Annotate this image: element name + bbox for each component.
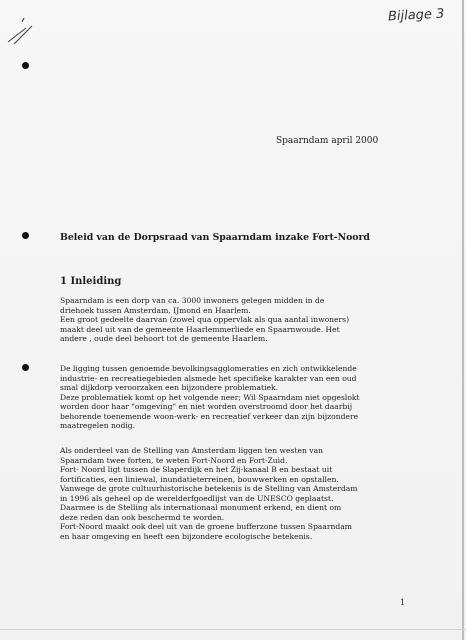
text-line: maakt deel uit van de gemeente Haarlemmerliede en Spaarnwoude. Het — [60, 324, 340, 334]
text-line: worden door haar "omgeving" en niet worden overstroomd door het daarbij — [60, 402, 353, 411]
text-line: industrie- en recreatiegebieden alsmede het specifieke karakter van een oud — [60, 373, 357, 383]
paragraph-3 — [60, 446, 420, 541]
text-line: maatregelen nodig. — [60, 421, 136, 430]
handwritten-mark-icon — [4, 14, 44, 54]
text-line: Spaarndam twee forten, te weten Fort-Noord en Fort-Zuid. — [60, 455, 288, 465]
text-line: fortificaties, een liniewal, inundatieterreinen, bouwwerken en opstallen. — [60, 474, 339, 484]
text-line: Een groot gedeelte daarvan (zowel qua oppervlak als qua aantal inwoners) — [60, 315, 350, 324]
section-heading: 1 Inleiding — [60, 276, 122, 287]
document-title: Beleid van de Dorpsraad van Spaarndam inzake Fort-Noord — [60, 232, 370, 243]
text-line: De ligging tussen genoemde bevolkingsagglomeraties en zich ontwikkelende — [60, 364, 357, 373]
punch-hole-top — [22, 62, 29, 69]
punch-hole-middle — [22, 232, 29, 239]
paragraph-1 — [60, 296, 420, 344]
handwritten-annotation: Bijlage 3 — [387, 6, 445, 25]
text-line: Spaarndam is een dorp van ca. 3000 inwoners gelegen midden in de — [60, 296, 325, 305]
punch-hole-lower — [22, 364, 29, 371]
text-line: Deze problematiek komt op het volgende neer; Wil Spaarndam niet opgeslokt — [60, 392, 360, 402]
text-line: behorende toenemende woon-werk- en recreatief verkeer dan zijn bijzondere — [60, 411, 359, 421]
text-line: en haar omgeving en heeft een bijzondere ecologische betekenis. — [60, 531, 313, 541]
document-date: Spaarndam april 2000 — [276, 136, 379, 146]
text-line: andere , oude deel behoort tot de gemeente Haarlem. — [60, 334, 268, 343]
text-line: deze reden dan ook beschermd te worden. — [60, 512, 225, 522]
text-line: in 1996 als geheel op de werelderfgoedlijst van de UNESCO geplaatst. — [60, 493, 334, 503]
text-line: smal dijkdorp veroorzaken een bijzondere problematiek. — [60, 383, 279, 392]
page-bottom-edge — [0, 629, 466, 630]
text-line: Vanwege de grote cultuurhistorische betekenis is de Stelling van Amsterdam — [60, 484, 358, 493]
text-line: Fort-Noord maakt ook deel uit van de groene bufferzone tussen Spaarndam — [60, 522, 352, 531]
page-edge-shadow — [462, 0, 464, 640]
paragraph-2 — [60, 364, 420, 431]
text-line: Als onderdeel van de Stelling van Amsterdam liggen ten westen van — [60, 446, 324, 455]
text-line: Daarmee is de Stelling als internationaal monument erkend, en dient om — [60, 503, 342, 512]
text-line: driehoek tussen Amsterdam, IJmond en Haarlem. — [60, 305, 251, 315]
page-number: 1 — [400, 598, 406, 607]
text-line: Fort- Noord ligt tussen de Slaperdijk en het Zij-kanaal B en bestaat uit — [60, 465, 333, 474]
